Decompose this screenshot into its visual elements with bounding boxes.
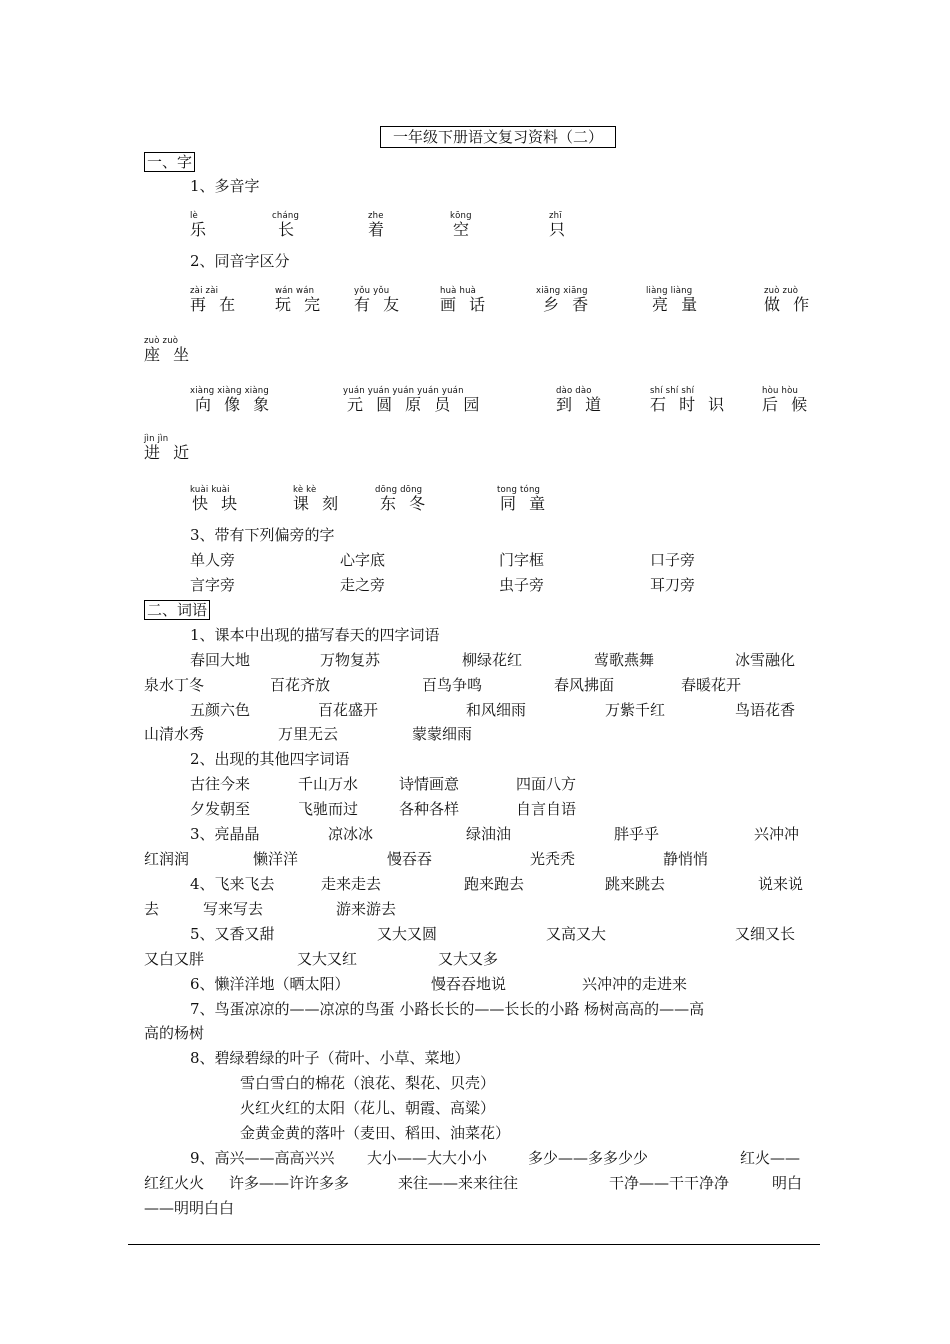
word: 又高又大 [546,925,607,943]
idiom: 自言自语 [516,800,577,818]
idiom: 四面八方 [516,775,577,793]
word: 许多——许许多多 [229,1174,350,1192]
footer-divider [128,1244,820,1245]
pinyin: wán wán [275,286,315,296]
word: 干净——干干净净 [609,1174,730,1192]
subheading-polyphones: 1、多音字 [190,177,260,195]
word: 大小——大大小小 [367,1149,488,1167]
idiom: 和风细雨 [466,701,527,719]
radical-item: 门字框 [499,551,545,569]
hanzi: 东 冬 [380,494,430,513]
word: 兴冲冲 [754,825,800,843]
pinyin: yǒu yǒu [354,286,390,296]
idiom: 春回大地 [190,651,251,669]
subheading-radicals: 3、带有下列偏旁的字 [190,526,335,544]
hanzi: 亮 量 [652,295,702,314]
hanzi: 着 [368,220,389,239]
idiom: 飞驰而过 [298,800,359,818]
hanzi: 做 作 [764,295,814,314]
pinyin: zhe [368,211,384,221]
word: 去 [144,900,160,918]
text-line: 7、鸟蛋凉凉的——凉凉的鸟蛋 小路长长的——长长的小路 杨树高高的——高 [190,1000,705,1018]
pinyin: shí shí shí [650,386,695,396]
word: 又大又多 [438,950,499,968]
hanzi: 同 童 [500,494,550,513]
hanzi: 画 话 [440,295,490,314]
word: 走来走去 [321,875,382,893]
word: 懒洋洋 [253,850,299,868]
subheading-homophones: 2、同音字区分 [190,252,290,270]
idiom: 鸟语花香 [735,701,796,719]
idiom: 诗情画意 [399,775,460,793]
hanzi: 快 块 [192,494,242,513]
idiom: 千山万水 [298,775,359,793]
hanzi: 石 时 识 [650,395,729,414]
word: 凉冰冰 [328,825,374,843]
idiom: 冰雪融化 [735,651,796,669]
idiom: 泉水丁冬 [144,676,205,694]
word: 跑来跑去 [464,875,525,893]
word: 5、又香又甜 [190,925,275,943]
pinyin: tong tóng [497,485,541,495]
idiom: 万物复苏 [320,651,381,669]
hanzi: 只 [549,220,570,239]
pinyin: dōng dōng [375,485,423,495]
hanzi: 课 刻 [293,494,343,513]
idiom: 春风拂面 [554,676,615,694]
word: 多少——多多少少 [528,1149,649,1167]
radical-item: 口子旁 [650,551,696,569]
pinyin: kuài kuài [190,485,230,495]
word: 慢吞吞地说 [431,975,507,993]
document-title: 一年级下册语文复习资料（二） [380,126,616,148]
pinyin: jìn jìn [144,434,169,444]
idiom: 柳绿花红 [462,651,523,669]
word: 绿油油 [466,825,512,843]
idiom: 万里无云 [278,725,339,743]
radical-item: 虫子旁 [499,576,545,594]
pinyin: zuò zuò [144,336,179,346]
hanzi: 再 在 [190,295,240,314]
word: 红火—— [740,1149,801,1167]
text-line: 高的杨树 [144,1024,205,1042]
word: 来往——来来往往 [398,1174,519,1192]
idiom: 百鸟争鸣 [422,676,483,694]
hanzi: 后 候 [762,395,812,414]
pinyin: hòu hòu [762,386,799,396]
pinyin: huà huà [440,286,477,296]
idiom: 万紫千红 [605,701,666,719]
pinyin: zài zài [190,286,219,296]
pinyin: kè kè [293,485,317,495]
word: 兴冲冲的走进来 [582,975,688,993]
idiom: 夕发朝至 [190,800,251,818]
hanzi: 长 [278,220,299,239]
pinyin: xiāng xiāng [536,286,588,296]
text-line: ——明明白白 [144,1199,235,1217]
word: 明白 [772,1174,803,1192]
word: 慢吞吞 [387,850,433,868]
pinyin: liàng liàng [646,286,693,296]
word: 9、高兴——高高兴兴 [190,1149,335,1167]
word: 红润润 [144,850,190,868]
word: 静悄悄 [663,850,709,868]
pinyin: cháng [272,211,300,221]
idiom: 古往今来 [190,775,251,793]
hanzi: 元 圆 原 员 园 [347,395,484,414]
idiom: 百花齐放 [270,676,331,694]
pinyin: yuán yuán yuán yuán yuán [343,386,464,396]
word: 游来游去 [336,900,397,918]
pinyin: dào dào [556,386,592,396]
idiom: 春暖花开 [681,676,742,694]
word: 胖乎乎 [614,825,660,843]
section-heading-characters: 一、字 [144,152,195,172]
idiom: 五颜六色 [190,701,251,719]
subheading-other-idioms: 2、出现的其他四字词语 [190,750,350,768]
hanzi: 到 道 [556,395,606,414]
text-line: 火红火红的太阳（花儿、朝霞、高粱） [240,1099,496,1117]
word: 写来写去 [203,900,264,918]
hanzi: 座 坐 [144,345,194,364]
section-heading-words: 二、词语 [144,600,210,620]
word: 6、懒洋洋地（晒太阳） [190,975,350,993]
hanzi: 乐 [190,220,211,239]
word: 又大又红 [297,950,358,968]
radical-item: 言字旁 [190,576,236,594]
word: 光秃秃 [530,850,576,868]
pinyin: lè [190,211,198,221]
radical-item: 心字底 [340,551,386,569]
hanzi: 进 近 [144,443,194,462]
pinyin: xiàng xiàng xiàng [190,386,269,396]
hanzi: 向 像 象 [195,395,274,414]
hanzi: 乡 香 [543,295,593,314]
radical-item: 耳刀旁 [650,576,696,594]
hanzi: 有 友 [354,295,404,314]
word: 又白又胖 [144,950,205,968]
pinyin: zhī [549,211,562,221]
word: 红红火火 [144,1174,205,1192]
word: 4、飞来飞去 [190,875,275,893]
pinyin: kōng [450,211,472,221]
word: 跳来跳去 [605,875,666,893]
word: 说来说 [758,875,804,893]
text-line: 金黄金黄的落叶（麦田、稻田、油菜花） [240,1124,511,1142]
pinyin: zuò zuò [764,286,799,296]
idiom: 蒙蒙细雨 [412,725,473,743]
idiom: 莺歌燕舞 [594,651,655,669]
text-line: 雪白雪白的棉花（浪花、梨花、贝壳） [240,1074,496,1092]
radical-item: 走之旁 [340,576,386,594]
idiom: 各种各样 [399,800,460,818]
text-line: 8、碧绿碧绿的叶子（荷叶、小草、菜地） [190,1049,470,1067]
hanzi: 空 [453,220,474,239]
radical-item: 单人旁 [190,551,236,569]
word: 又大又圆 [377,925,438,943]
idiom: 百花盛开 [318,701,379,719]
word: 又细又长 [735,925,796,943]
idiom: 山清水秀 [144,725,205,743]
word: 3、亮晶晶 [190,825,260,843]
subheading-spring-idioms: 1、课本中出现的描写春天的四字词语 [190,626,440,644]
hanzi: 玩 完 [275,295,325,314]
